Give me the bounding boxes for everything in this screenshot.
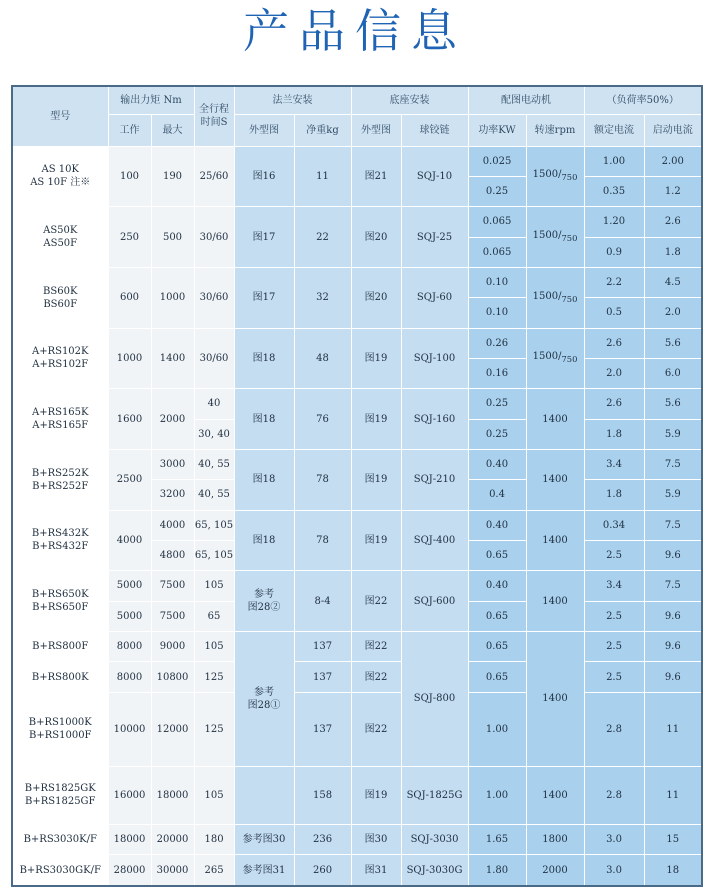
col-header-load-rated: 额定电流 (584, 114, 644, 146)
start-current-cell: 6.0 (644, 358, 702, 388)
col-header-base-outline: 外型图 (351, 114, 401, 146)
motor-speed-cell: 1800 (526, 824, 584, 854)
torque-max-cell: 3200 (151, 480, 194, 510)
torque-max-cell: 9000 (151, 632, 194, 662)
rated-current-cell: 1.00 (584, 146, 644, 176)
start-current-cell: 1.8 (644, 237, 702, 267)
rated-current-cell: 2.5 (584, 540, 644, 570)
rated-current-cell: 3.4 (584, 571, 644, 601)
start-current-cell: 5.9 (644, 419, 702, 449)
stroke-time-cell: 40 (194, 389, 234, 419)
table-row (12, 662, 702, 692)
motor-power-cell: 0.10 (468, 267, 526, 297)
base-outline-cell: 图21 (351, 146, 401, 207)
motor-speed-cell: $1500/_{750}$ (526, 207, 584, 268)
motor-power-cell: 1.00 (468, 692, 526, 766)
torque-max-cell: 7500 (151, 601, 194, 631)
motor-speed-cell: 1400 (526, 632, 584, 767)
flange-outline-cell: 参考图30 (234, 824, 294, 854)
motor-power-cell: 1.65 (468, 824, 526, 854)
spec-table (11, 85, 703, 887)
base-outline-cell: 图19 (351, 510, 401, 571)
table-row (12, 328, 702, 358)
base-hinge-cell: SQJ-160 (401, 389, 468, 450)
base-hinge-cell: SQJ-25 (401, 207, 468, 268)
col-header-load-start: 启动电流 (644, 114, 702, 146)
start-current-cell: 9.6 (644, 601, 702, 631)
motor-power-cell: 0.10 (468, 298, 526, 328)
start-current-cell: 4.5 (644, 267, 702, 297)
motor-speed-cell: 1400 (526, 389, 584, 450)
stroke-time-cell: 65 (194, 601, 234, 631)
col-header-torque: 输出力矩 Nm (108, 86, 194, 114)
torque-work-cell: 16000 (108, 766, 151, 824)
start-current-cell: 9.6 (644, 662, 702, 692)
torque-work-cell: 5000 (108, 601, 151, 631)
col-header-motor-power: 功率KW (468, 114, 526, 146)
base-hinge-cell: SQJ-3030G (401, 855, 468, 886)
motor-power-cell: 0.25 (468, 419, 526, 449)
motor-power-cell: 0.26 (468, 328, 526, 358)
flange-outline-cell: 图17 (234, 207, 294, 268)
base-outline-cell: 图19 (351, 328, 401, 389)
table-row (12, 146, 702, 176)
base-hinge-cell: SQJ-60 (401, 267, 468, 328)
motor-speed-cell: 2000 (526, 855, 584, 886)
flange-outline-cell: 参考 图28② (234, 571, 294, 632)
base-hinge-cell: SQJ-600 (401, 571, 468, 632)
model-cell: B+RS252K B+RS252F (12, 449, 108, 510)
stroke-time-cell: 65, 105 (194, 510, 234, 540)
torque-work-cell: 2500 (108, 449, 151, 510)
stroke-time-cell: 265 (194, 855, 234, 886)
motor-power-cell: 0.40 (468, 449, 526, 479)
torque-work-cell: 8000 (108, 662, 151, 692)
base-outline-cell: 图19 (351, 389, 401, 450)
table-row (12, 510, 702, 540)
motor-power-cell: 0.4 (468, 480, 526, 510)
torque-max-cell: 1000 (151, 267, 194, 328)
flange-outline-cell: 图18 (234, 328, 294, 389)
torque-work-cell: 1600 (108, 389, 151, 450)
start-current-cell: 5.6 (644, 328, 702, 358)
stroke-time-cell: 40, 55 (194, 449, 234, 479)
rated-current-cell: 2.2 (584, 267, 644, 297)
table-row (12, 824, 702, 854)
motor-power-cell: 0.40 (468, 510, 526, 540)
rated-current-cell: 2.8 (584, 692, 644, 766)
motor-power-cell: 0.025 (468, 146, 526, 176)
stroke-time-cell: 40, 55 (194, 480, 234, 510)
motor-power-cell: 0.065 (468, 207, 526, 237)
torque-work-cell: 600 (108, 267, 151, 328)
rated-current-cell: 3.0 (584, 824, 644, 854)
rated-current-cell: 0.34 (584, 510, 644, 540)
start-current-cell: 5.9 (644, 480, 702, 510)
col-header-motor-speed: 转速rpm (526, 114, 584, 146)
start-current-cell: 15 (644, 824, 702, 854)
rated-current-cell: 1.8 (584, 480, 644, 510)
flange-weight-cell: 48 (294, 328, 351, 389)
stroke-time-cell: 180 (194, 824, 234, 854)
torque-max-cell: 2000 (151, 389, 194, 450)
start-current-cell: 9.6 (644, 540, 702, 570)
model-cell: B+RS1000K B+RS1000F (12, 692, 108, 766)
torque-work-cell: 1000 (108, 328, 151, 389)
start-current-cell: 11 (644, 692, 702, 766)
start-current-cell: 5.6 (644, 389, 702, 419)
table-row (12, 449, 702, 479)
col-header-base: 底座安装 (351, 86, 468, 114)
motor-power-cell: 0.65 (468, 662, 526, 692)
flange-weight-cell: 11 (294, 146, 351, 207)
flange-outline-cell: 图16 (234, 146, 294, 207)
table-row (12, 855, 702, 886)
flange-weight-cell: 76 (294, 389, 351, 450)
start-current-cell: 2.00 (644, 146, 702, 176)
start-current-cell: 7.5 (644, 449, 702, 479)
base-outline-cell: 图22 (351, 571, 401, 632)
torque-work-cell: 4000 (108, 510, 151, 571)
stroke-time-cell: 105 (194, 632, 234, 662)
model-cell: B+RS800F (12, 632, 108, 662)
base-outline-cell: 图22 (351, 662, 401, 692)
rated-current-cell: 3.4 (584, 449, 644, 479)
base-hinge-cell: SQJ-1825G (401, 766, 468, 824)
model-cell: B+RS800K (12, 662, 108, 692)
header-row-2 (12, 114, 702, 146)
flange-weight-cell: 78 (294, 449, 351, 510)
flange-outline-cell: 参考图31 (234, 855, 294, 886)
torque-max-cell: 10800 (151, 662, 194, 692)
table-row (12, 632, 702, 662)
base-hinge-cell: SQJ-400 (401, 510, 468, 571)
base-hinge-cell: SQJ-100 (401, 328, 468, 389)
motor-power-cell: 0.25 (468, 389, 526, 419)
flange-outline-cell: 图18 (234, 510, 294, 571)
flange-weight-cell: 22 (294, 207, 351, 268)
model-cell: A+RS165K A+RS165F (12, 389, 108, 450)
start-current-cell: 7.5 (644, 510, 702, 540)
torque-max-cell: 20000 (151, 824, 194, 854)
motor-speed-cell: $1500/_{750}$ (526, 267, 584, 328)
model-cell: AS 10K AS 10F 注※ (12, 146, 108, 207)
stroke-time-cell: 30/60 (194, 207, 234, 268)
rated-current-cell: 2.5 (584, 662, 644, 692)
flange-weight-cell: 137 (294, 692, 351, 766)
stroke-time-cell: 105 (194, 571, 234, 601)
start-current-cell: 11 (644, 766, 702, 824)
col-header-torque-work: 工作 (108, 114, 151, 146)
torque-max-cell: 500 (151, 207, 194, 268)
start-current-cell: 2.0 (644, 298, 702, 328)
col-header-flange: 法兰安装 (234, 86, 351, 114)
flange-weight-cell: 78 (294, 510, 351, 571)
motor-power-cell: 0.065 (468, 237, 526, 267)
rated-current-cell: 2.5 (584, 632, 644, 662)
stroke-time-cell: 65, 105 (194, 540, 234, 570)
base-hinge-cell: SQJ-10 (401, 146, 468, 207)
motor-power-cell: 0.40 (468, 571, 526, 601)
start-current-cell: 1.2 (644, 176, 702, 206)
rated-current-cell: 2.8 (584, 766, 644, 824)
col-header-flange-outline: 外型图 (234, 114, 294, 146)
torque-work-cell: 8000 (108, 632, 151, 662)
col-header-stroke-time: 全行程时间S (194, 86, 234, 146)
torque-work-cell: 5000 (108, 571, 151, 601)
rated-current-cell: 2.6 (584, 389, 644, 419)
note-mark: 注※ (70, 177, 91, 189)
rated-current-cell: 3.0 (584, 855, 644, 886)
motor-speed-cell: 1400 (526, 766, 584, 824)
rated-current-cell: 0.5 (584, 298, 644, 328)
motor-speed-cell: 1400 (526, 449, 584, 510)
torque-work-cell: 10000 (108, 692, 151, 766)
rated-current-cell: 2.0 (584, 358, 644, 388)
col-header-model: 型号 (12, 86, 108, 146)
col-header-motor: 配图电动机 (468, 86, 584, 114)
start-current-cell: 2.6 (644, 207, 702, 237)
start-current-cell: 18 (644, 855, 702, 886)
col-header-load: （负荷率50%） (584, 86, 702, 114)
flange-weight-cell: 137 (294, 632, 351, 662)
motor-power-cell: 0.65 (468, 632, 526, 662)
torque-work-cell: 250 (108, 207, 151, 268)
base-outline-cell: 图19 (351, 449, 401, 510)
rated-current-cell: 1.8 (584, 419, 644, 449)
model-cell: BS60K BS60F (12, 267, 108, 328)
table-row (12, 389, 702, 419)
flange-outline-cell: 参考 图28① (234, 632, 294, 767)
model-cell: AS50K AS50F (12, 207, 108, 268)
col-header-base-hinge: 球铰链 (401, 114, 468, 146)
flange-weight-cell: 8-4 (294, 571, 351, 632)
flange-weight-cell: 260 (294, 855, 351, 886)
motor-power-cell: 0.65 (468, 540, 526, 570)
motor-power-cell: 0.65 (468, 601, 526, 631)
table-row (12, 766, 702, 824)
flange-weight-cell: 158 (294, 766, 351, 824)
torque-work-cell: 100 (108, 146, 151, 207)
base-outline-cell: 图19 (351, 766, 401, 824)
motor-speed-cell: $1500/_{750}$ (526, 146, 584, 207)
rated-current-cell: 2.6 (584, 328, 644, 358)
torque-max-cell: 4000 (151, 510, 194, 540)
start-current-cell: 7.5 (644, 571, 702, 601)
torque-max-cell: 12000 (151, 692, 194, 766)
stroke-time-cell: 125 (194, 692, 234, 766)
base-outline-cell: 图20 (351, 207, 401, 268)
model-cell: B+RS432K B+RS432F (12, 510, 108, 571)
torque-work-cell: 28000 (108, 855, 151, 886)
rated-current-cell: 2.5 (584, 601, 644, 631)
header-row-1 (12, 86, 702, 114)
flange-weight-cell: 236 (294, 824, 351, 854)
stroke-time-cell: 30/60 (194, 328, 234, 389)
flange-weight-cell: 32 (294, 267, 351, 328)
table-row (12, 207, 702, 237)
motor-speed-cell: $1500/_{750}$ (526, 328, 584, 389)
model-cell: B+RS650K B+RS650F (12, 571, 108, 632)
model-cell: B+RS3030K/F (12, 824, 108, 854)
flange-outline-cell: 图18 (234, 449, 294, 510)
flange-weight-cell: 137 (294, 662, 351, 692)
motor-power-cell: 0.25 (468, 176, 526, 206)
rated-current-cell: 0.9 (584, 237, 644, 267)
rated-current-cell: 1.20 (584, 207, 644, 237)
stroke-time-cell: 25/60 (194, 146, 234, 207)
stroke-time-cell: 30, 40 (194, 419, 234, 449)
page-title: 产品信息 (243, 4, 467, 58)
base-outline-cell: 图31 (351, 855, 401, 886)
stroke-time-cell: 105 (194, 766, 234, 824)
motor-speed-cell: 1400 (526, 571, 584, 632)
base-hinge-cell: SQJ-800 (401, 632, 468, 767)
torque-max-cell: 7500 (151, 571, 194, 601)
base-outline-cell: 图20 (351, 267, 401, 328)
rated-current-cell: 0.35 (584, 176, 644, 206)
model-cell: B+RS3030GK/F (12, 855, 108, 886)
col-header-torque-max: 最大 (151, 114, 194, 146)
flange-outline-cell (234, 766, 294, 824)
base-hinge-cell: SQJ-3030 (401, 824, 468, 854)
torque-max-cell: 18000 (151, 766, 194, 824)
flange-outline-cell: 图18 (234, 389, 294, 450)
start-current-cell: 9.6 (644, 632, 702, 662)
base-outline-cell: 图22 (351, 632, 401, 662)
motor-speed-cell: 1400 (526, 510, 584, 571)
base-outline-cell: 图30 (351, 824, 401, 854)
col-header-flange-weight: 净重kg (294, 114, 351, 146)
base-outline-cell: 图22 (351, 692, 401, 766)
motor-power-cell: 1.80 (468, 855, 526, 886)
torque-max-cell: 4800 (151, 540, 194, 570)
stroke-time-cell: 30/60 (194, 267, 234, 328)
model-cell: B+RS1825GK B+RS1825GF (12, 766, 108, 824)
motor-power-cell: 0.16 (468, 358, 526, 388)
motor-power-cell: 1.00 (468, 766, 526, 824)
torque-max-cell: 3000 (151, 449, 194, 479)
torque-max-cell: 1400 (151, 328, 194, 389)
table-row (12, 571, 702, 601)
table-row (12, 267, 702, 297)
base-hinge-cell: SQJ-210 (401, 449, 468, 510)
stroke-time-cell: 125 (194, 662, 234, 692)
flange-outline-cell: 图17 (234, 267, 294, 328)
torque-max-cell: 30000 (151, 855, 194, 886)
torque-work-cell: 18000 (108, 824, 151, 854)
model-cell: A+RS102K A+RS102F (12, 328, 108, 389)
table-row (12, 692, 702, 766)
torque-max-cell: 190 (151, 146, 194, 207)
